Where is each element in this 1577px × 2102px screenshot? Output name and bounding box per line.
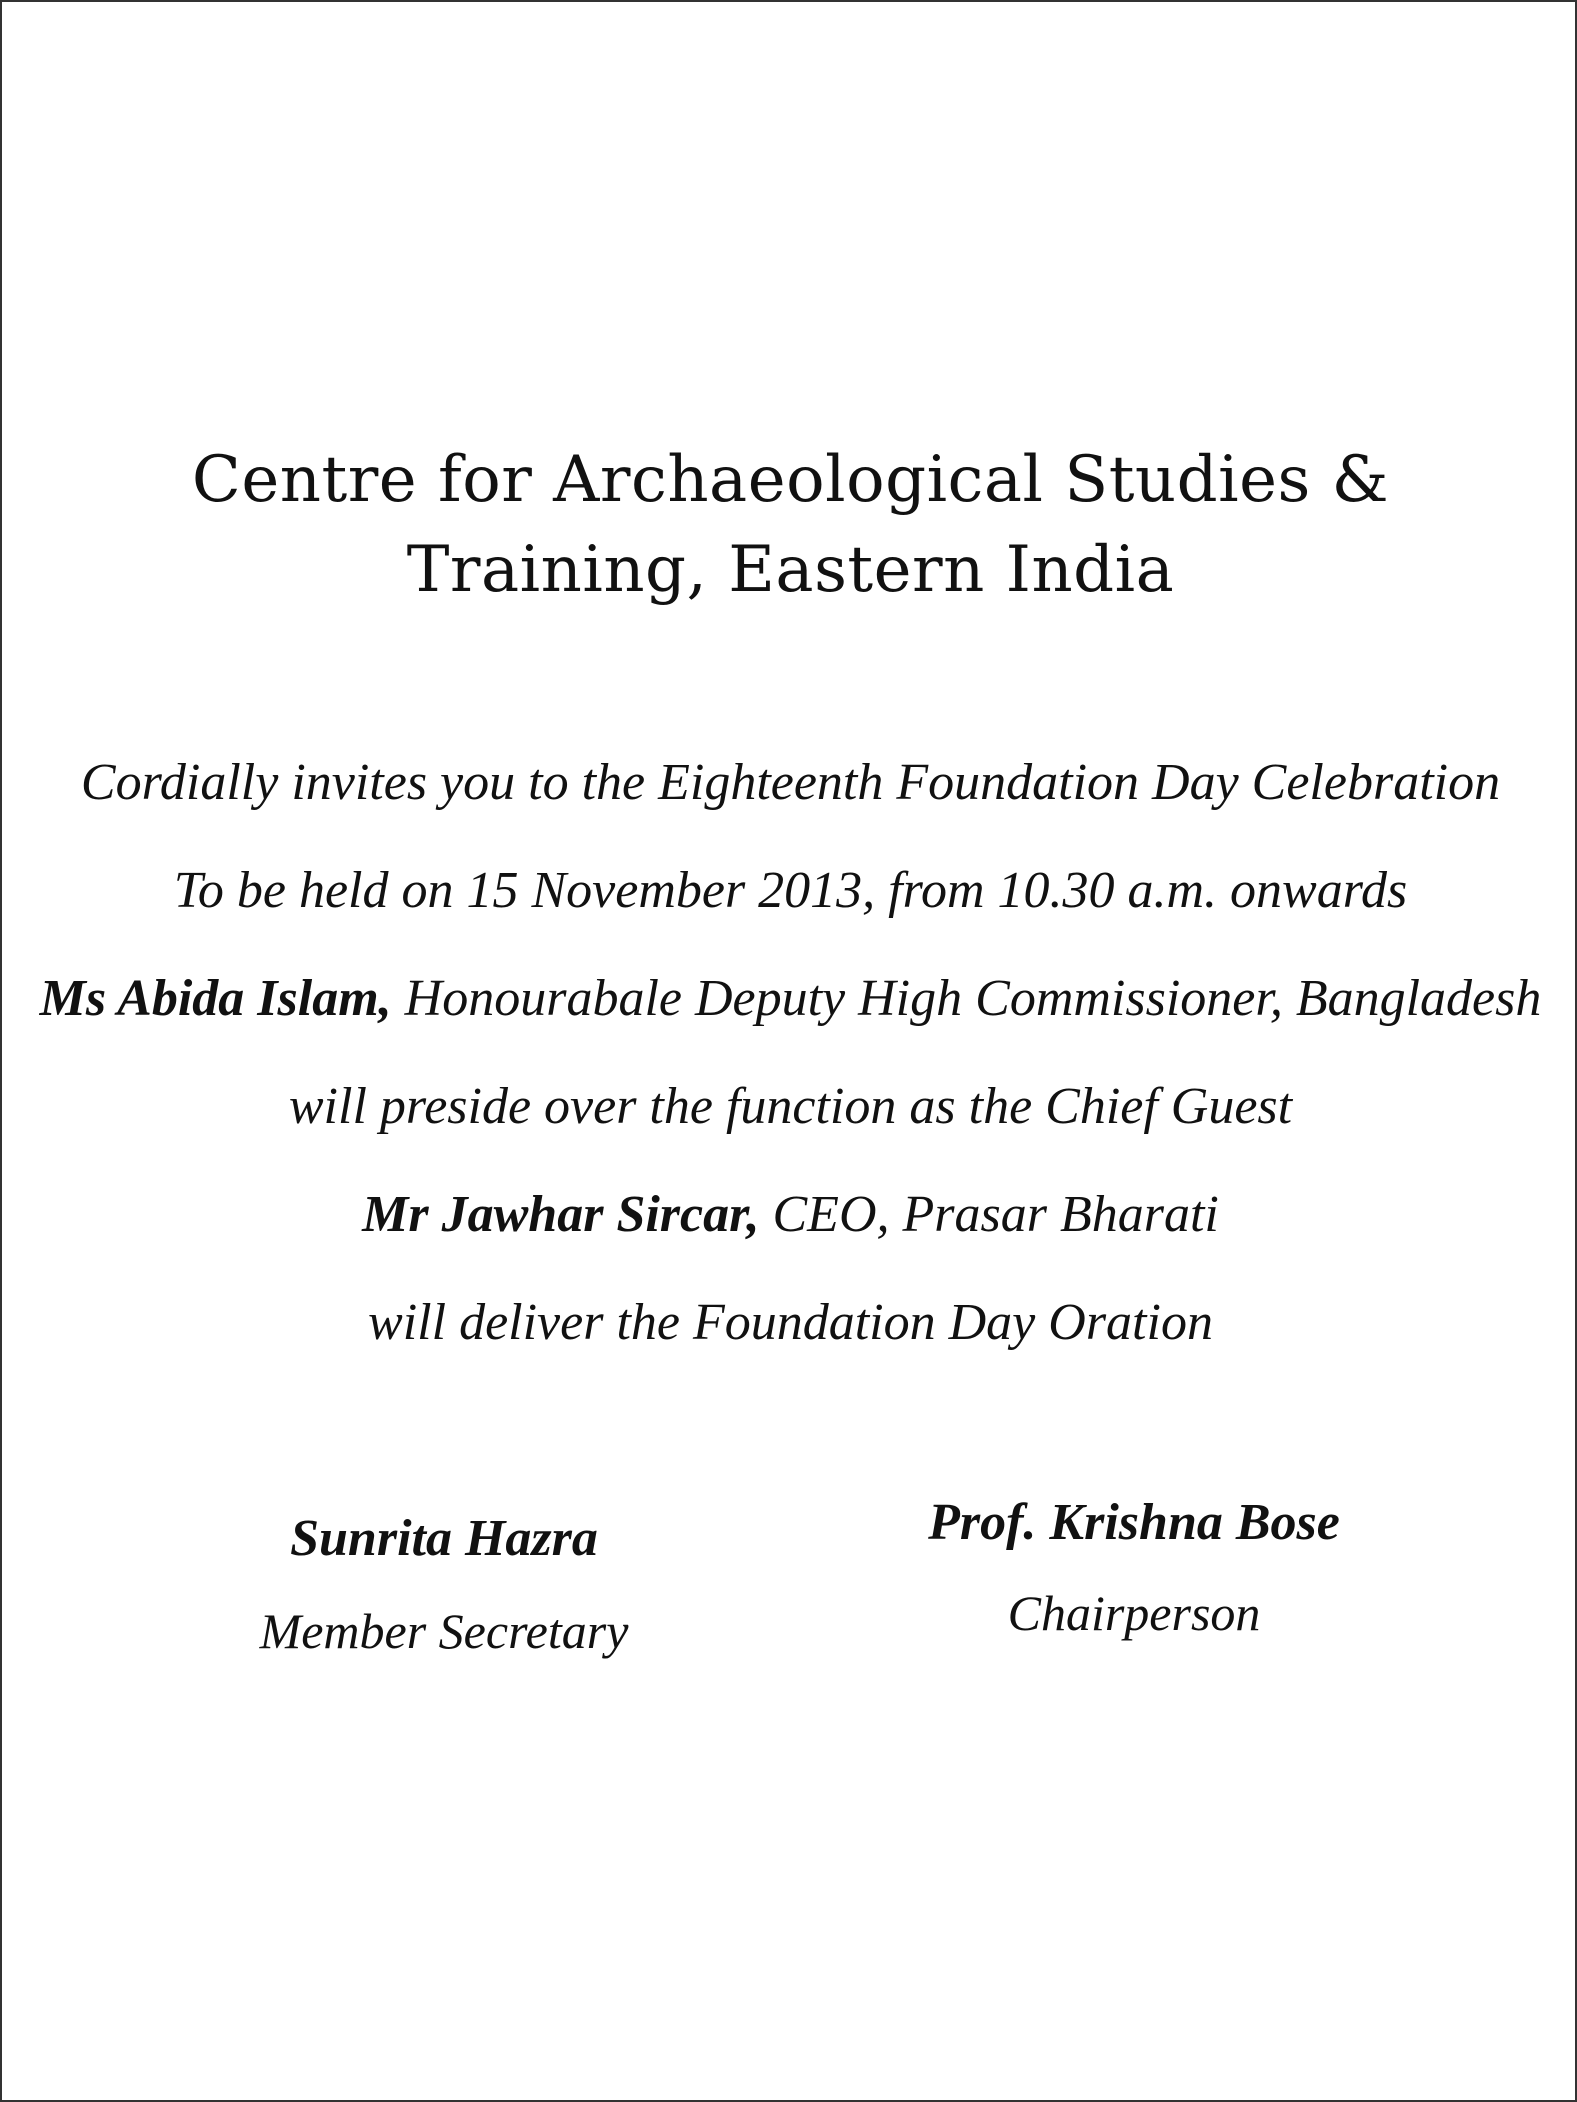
invitation-line: Cordially invites you to the Eighteenth Foundation Day Celebration <box>80 754 1501 811</box>
organization-title-line-1: Centre for Archaeological Studies & <box>191 443 1390 517</box>
chief-guest-line <box>2 964 1577 1034</box>
event-date-line: To be held on 15 November 2013, from 10.30 a.m. onwards <box>173 862 1408 919</box>
orator-line <box>2 1180 1577 1250</box>
organization-title-line-2: Training, Eastern India <box>406 533 1175 607</box>
signatory-name: Sunrita Hazra <box>290 1510 598 1567</box>
signatory-role: Chairperson <box>1007 1585 1261 1641</box>
signatory-name: Prof. Krishna Bose <box>928 1494 1340 1551</box>
chief-guest-name: Ms Abida Islam, <box>39 970 392 1027</box>
oration-line: will deliver the Foundation Day Oration <box>368 1294 1213 1351</box>
orator-name: Mr Jawhar Sircar, <box>362 1186 760 1243</box>
signatory-role: Member Secretary <box>259 1603 629 1659</box>
chief-guest-role-line: will preside over the function as the Chief Guest <box>288 1078 1293 1135</box>
chief-guest-title: Honourabale Deputy High Commissioner, Bangladesh <box>391 970 1542 1027</box>
orator-title: CEO, Prasar Bharati <box>759 1186 1219 1243</box>
